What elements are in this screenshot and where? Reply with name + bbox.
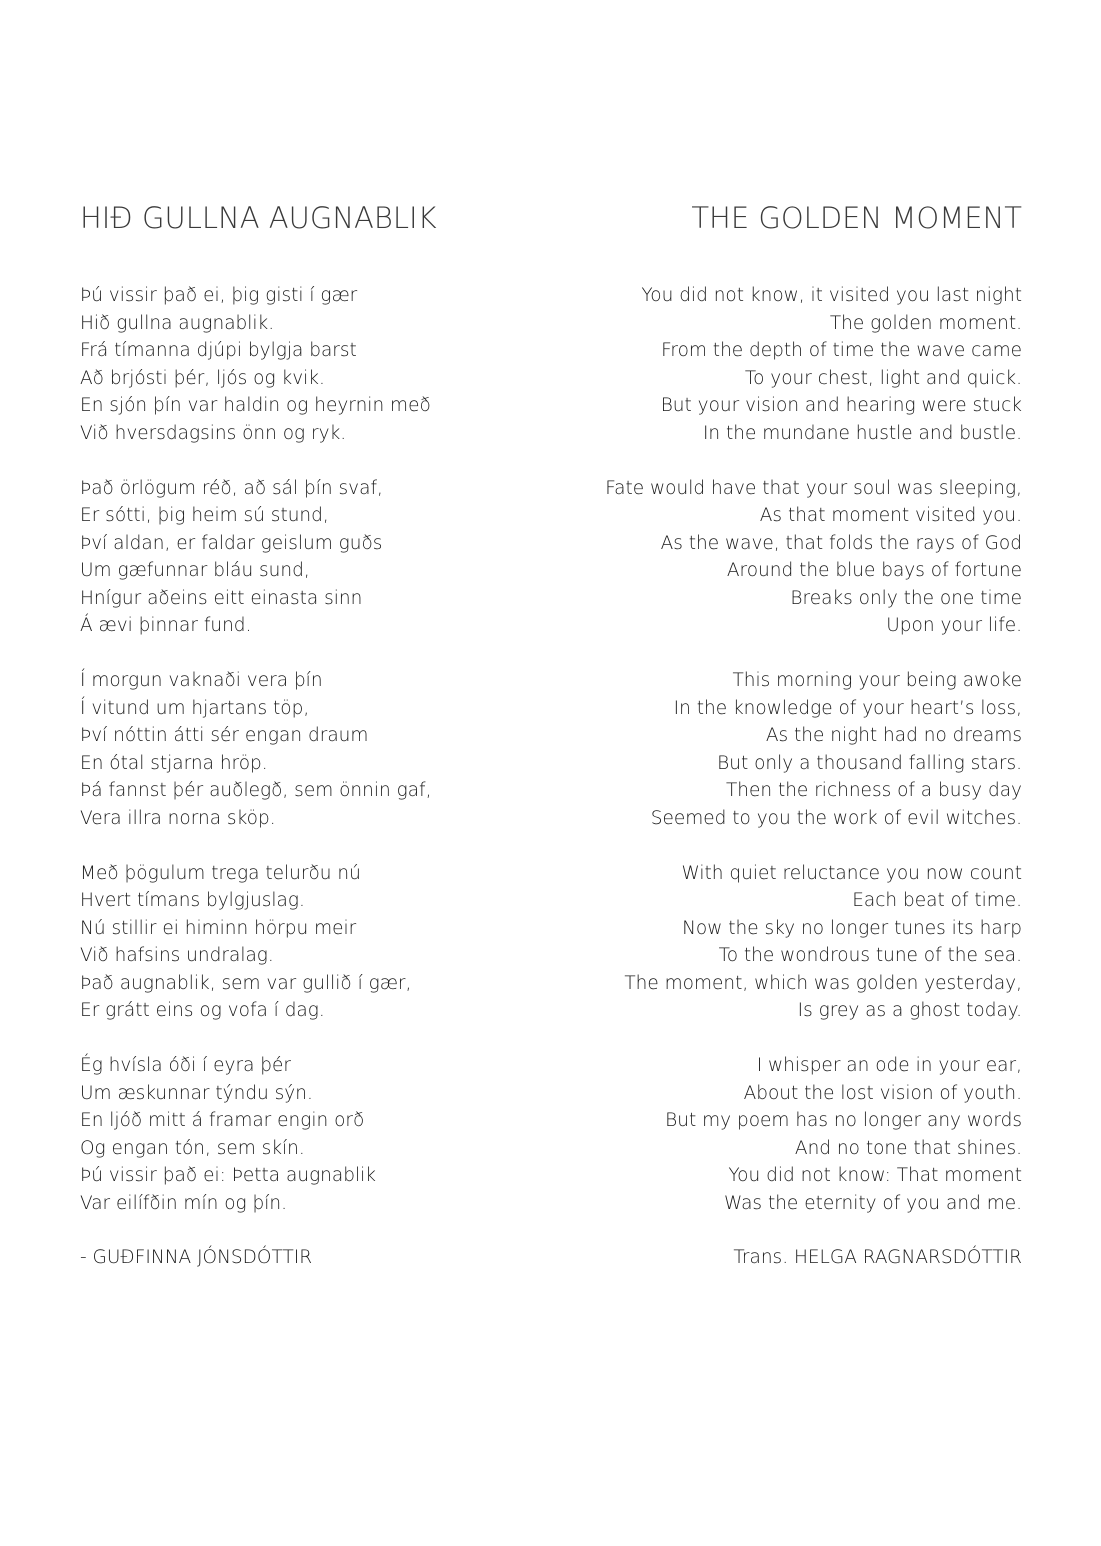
poem-line: En ótal stjarna hröp.: [80, 752, 268, 774]
poem-line: Var eilífðin mín og þín.: [80, 1192, 287, 1214]
poem-line: Breaks only the one time: [790, 587, 1022, 609]
poem-line: Er sótti, þig heim sú stund,: [80, 505, 329, 526]
poem-line: Vera illra norna sköp.: [80, 807, 276, 829]
stanza: [80, 282, 560, 447]
author-byline: - GUÐFINNA JÓNSDÓTTIR: [80, 1247, 313, 1268]
poem-line: And no tone that shines.: [794, 1137, 1022, 1159]
poem-line: Á ævi þinnar fund.: [80, 615, 252, 636]
stanza: [542, 475, 1022, 640]
poem-line: From the depth of time the wave came: [661, 340, 1022, 361]
stanza: [80, 860, 560, 1025]
poem-line: Það augnablik, sem var gullið í gær,: [80, 972, 412, 994]
poem-line: Þú vissir það ei, þig gisti í gær: [80, 285, 358, 306]
poem-line: Við hversdagsins önn og ryk.: [80, 422, 347, 444]
poem-line: Þú vissir það ei: Þetta augnablik: [80, 1165, 376, 1186]
poem-line: En ljóð mitt á framar engin orð: [80, 1110, 365, 1131]
poem-line: Hnígur aðeins eitt einasta sinn: [80, 587, 363, 609]
poem-line: The golden moment.: [829, 312, 1022, 334]
poem-line: Þá fannst þér auðlegð, sem önnin gaf,: [80, 780, 432, 801]
poem-line: But my poem has no longer any words: [665, 1110, 1022, 1131]
poem-line: En sjón þín var haldin og heyrnin með: [80, 395, 431, 416]
poem-line: About the lost vision of youth.: [743, 1082, 1022, 1104]
poem-line: Hvert tímans bylgjuslag.: [80, 890, 305, 911]
poem-line: Að brjósti þér, ljós og kvik.: [80, 367, 325, 389]
poem-line: The moment, which was golden yesterday,: [624, 972, 1022, 994]
poem-line: In the knowledge of your heart’s loss,: [673, 697, 1022, 719]
poem-line: Upon your life.: [886, 615, 1022, 636]
poem-line: Now the sky no longer tunes its harp: [682, 917, 1022, 939]
translator-byline: Trans. HELGA RAGNARSDÓTTIR: [733, 1247, 1022, 1268]
poem-line: Er grátt eins og vofa í dag.: [80, 1000, 325, 1021]
poem-line: As the night had no dreams: [765, 725, 1022, 746]
poem-line: Það örlögum réð, að sál þín svaf,: [80, 477, 383, 499]
poem-line: Í vitund um hjartans töp,: [80, 697, 310, 719]
stanza: [542, 667, 1022, 832]
poem-line: Við hafsins undralag.: [80, 945, 274, 966]
poem-line: But your vision and hearing were stuck: [660, 395, 1022, 416]
poem-line: You did not know: That moment: [728, 1165, 1022, 1186]
poem-line: Frá tímanna djúpi bylgja barst: [80, 340, 357, 361]
poem-line: In the mundane hustle and bustle.: [702, 422, 1022, 444]
stanza: [80, 667, 560, 832]
english-poem: [542, 282, 1022, 1245]
poem-line: Around the blue bays of fortune: [726, 560, 1022, 581]
poem-line: But only a thousand falling stars.: [717, 752, 1022, 774]
poem-line: Í morgun vaknaði vera þín: [80, 670, 323, 691]
stanza: [80, 475, 560, 640]
poem-line: Nú stillir ei himinn hörpu meir: [80, 917, 357, 939]
poem-line: To your chest, light and quick.: [744, 367, 1022, 389]
poem-line: Seemed to you the work of evil witches.: [650, 807, 1022, 829]
poem-line: Því aldan, er faldar geislum guðs: [80, 532, 383, 554]
stanza: [542, 1052, 1022, 1217]
poem-line: As that moment visited you.: [759, 505, 1022, 526]
stanza: [80, 1052, 560, 1217]
icelandic-title: HIÐ GULLNA AUGNABLIK: [80, 201, 437, 235]
stanza: [542, 282, 1022, 447]
poem-line: Each beat of time.: [852, 890, 1022, 911]
poem-line: To the wondrous tune of the sea.: [718, 945, 1022, 966]
poem-line: Was the eternity of you and me.: [723, 1192, 1022, 1214]
poem-line: Með þögulum trega telurðu nú: [80, 862, 361, 884]
poem-line: Um æskunnar týndu sýn.: [80, 1082, 313, 1104]
poem-line: Hið gullna augnablik.: [80, 312, 275, 334]
english-title: THE GOLDEN MOMENT: [691, 201, 1022, 235]
poem-line: I whisper an ode in your ear,: [756, 1055, 1022, 1076]
poem-line: As the wave, that folds the rays of God: [660, 532, 1022, 554]
poem-line: Og engan tón, sem skín.: [80, 1137, 305, 1159]
poem-line: You did not know, it visited you last night: [641, 285, 1022, 306]
poem-line: With quiet reluctance you now count: [681, 862, 1022, 884]
poem-line: Því nóttin átti sér engan draum: [80, 725, 369, 746]
stanza: [542, 860, 1022, 1025]
poem-line: Ég hvísla óði í eyra þér: [80, 1055, 292, 1076]
poem-line: Then the richness of a busy day: [725, 780, 1022, 801]
poem-line: Fate would have that your soul was sleeping,: [605, 477, 1022, 499]
poem-line: This morning your being awoke: [732, 670, 1022, 691]
poem-line: Is grey as a ghost today.: [797, 1000, 1022, 1021]
icelandic-poem: [80, 282, 560, 1245]
poem-line: Um gæfunnar bláu sund,: [80, 560, 310, 581]
